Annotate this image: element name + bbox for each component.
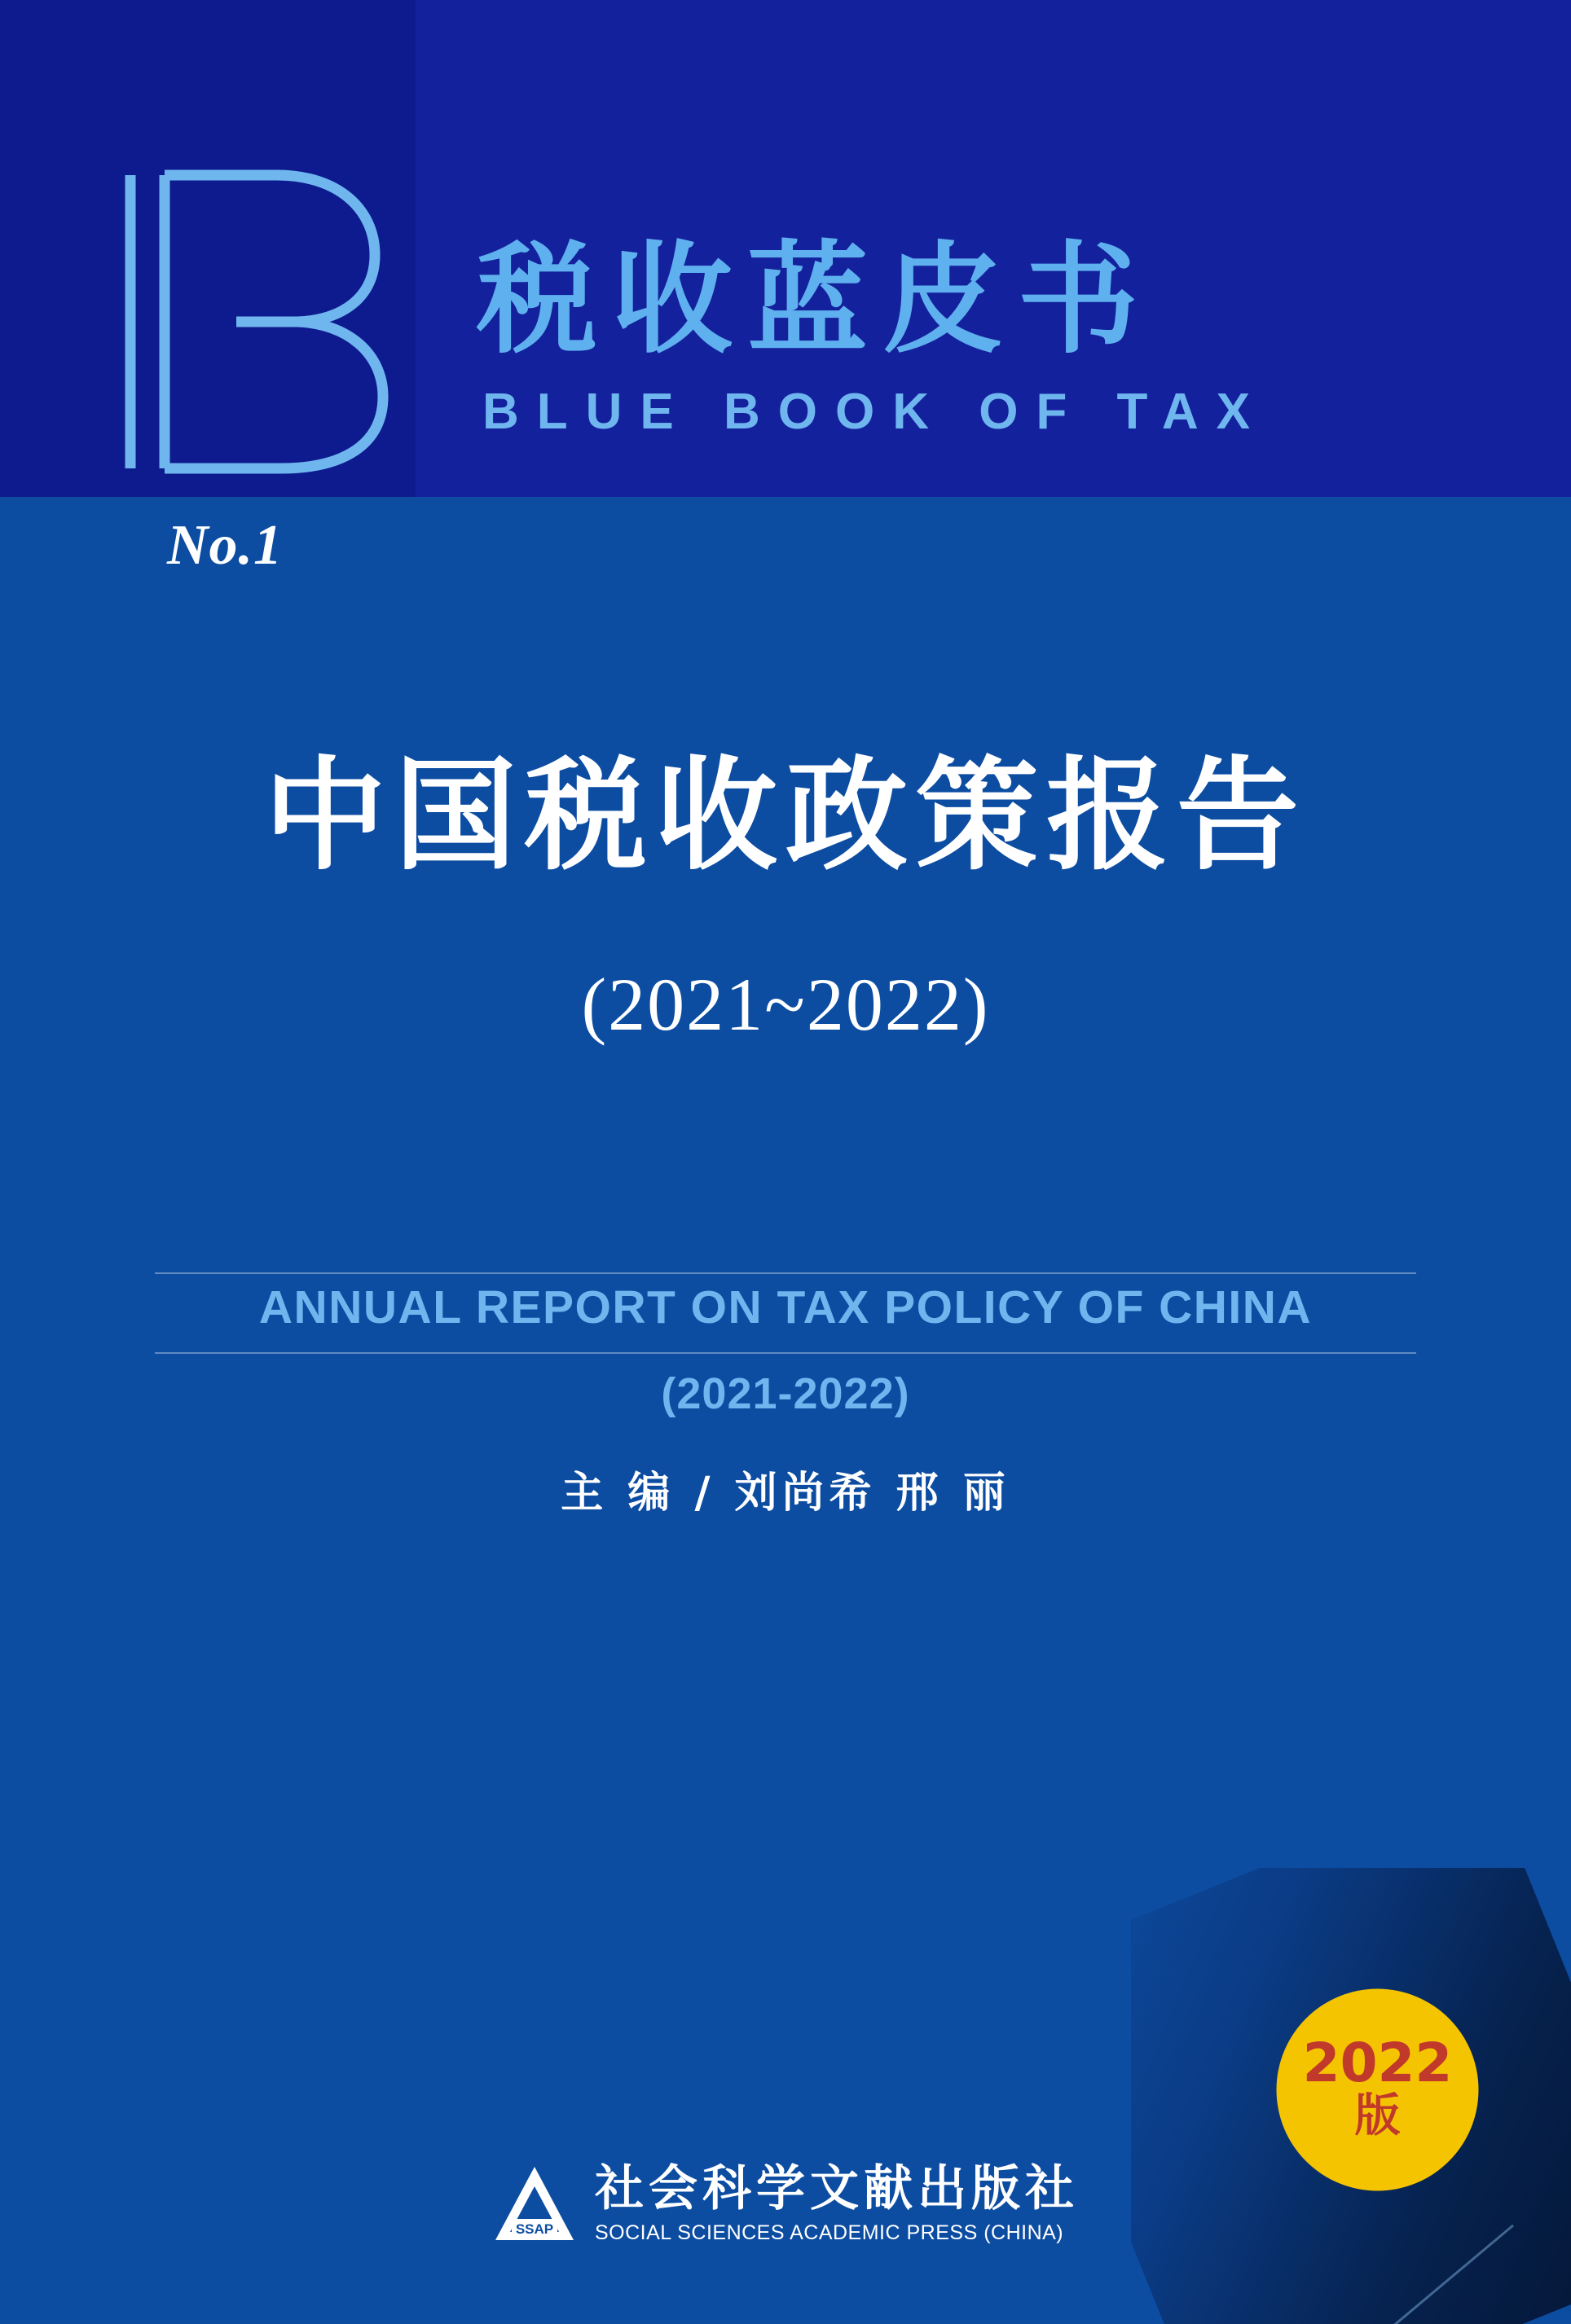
- series-logo-b-icon: [114, 159, 391, 485]
- divider-top: [155, 1272, 1416, 1274]
- publisher-name-en: SOCIAL SCIENCES ACADEMIC PRESS (CHINA): [595, 2221, 1064, 2244]
- page-title-years: (2021~2022): [581, 963, 990, 1046]
- page-title-cn: 中国税收政策报告: [263, 745, 1307, 887]
- badge-edition-label: 版: [1354, 2089, 1401, 2143]
- page-title-en: ANNUAL REPORT ON TAX POLICY OF CHINA: [258, 1281, 1313, 1333]
- page-title-en-years: (2021-2022): [661, 1369, 910, 1418]
- publisher-name-cn: 社会科学文献出版社: [595, 2160, 1079, 2217]
- publisher-block: [0, 2162, 1571, 2247]
- svg-text:SSAP: SSAP: [515, 2221, 554, 2237]
- badge-year: 2022: [1302, 2032, 1453, 2095]
- series-name-en: BLUE BOOK OF TAX: [482, 384, 1268, 440]
- publisher-logo-icon: [492, 2162, 577, 2247]
- issue-number: No.1: [167, 514, 284, 577]
- divider-bottom: [155, 1352, 1416, 1354]
- editors-line: 主 编 / 刘尚希 邢 丽: [561, 1468, 1010, 1518]
- series-name-cn: 税收蓝皮书: [477, 230, 1153, 370]
